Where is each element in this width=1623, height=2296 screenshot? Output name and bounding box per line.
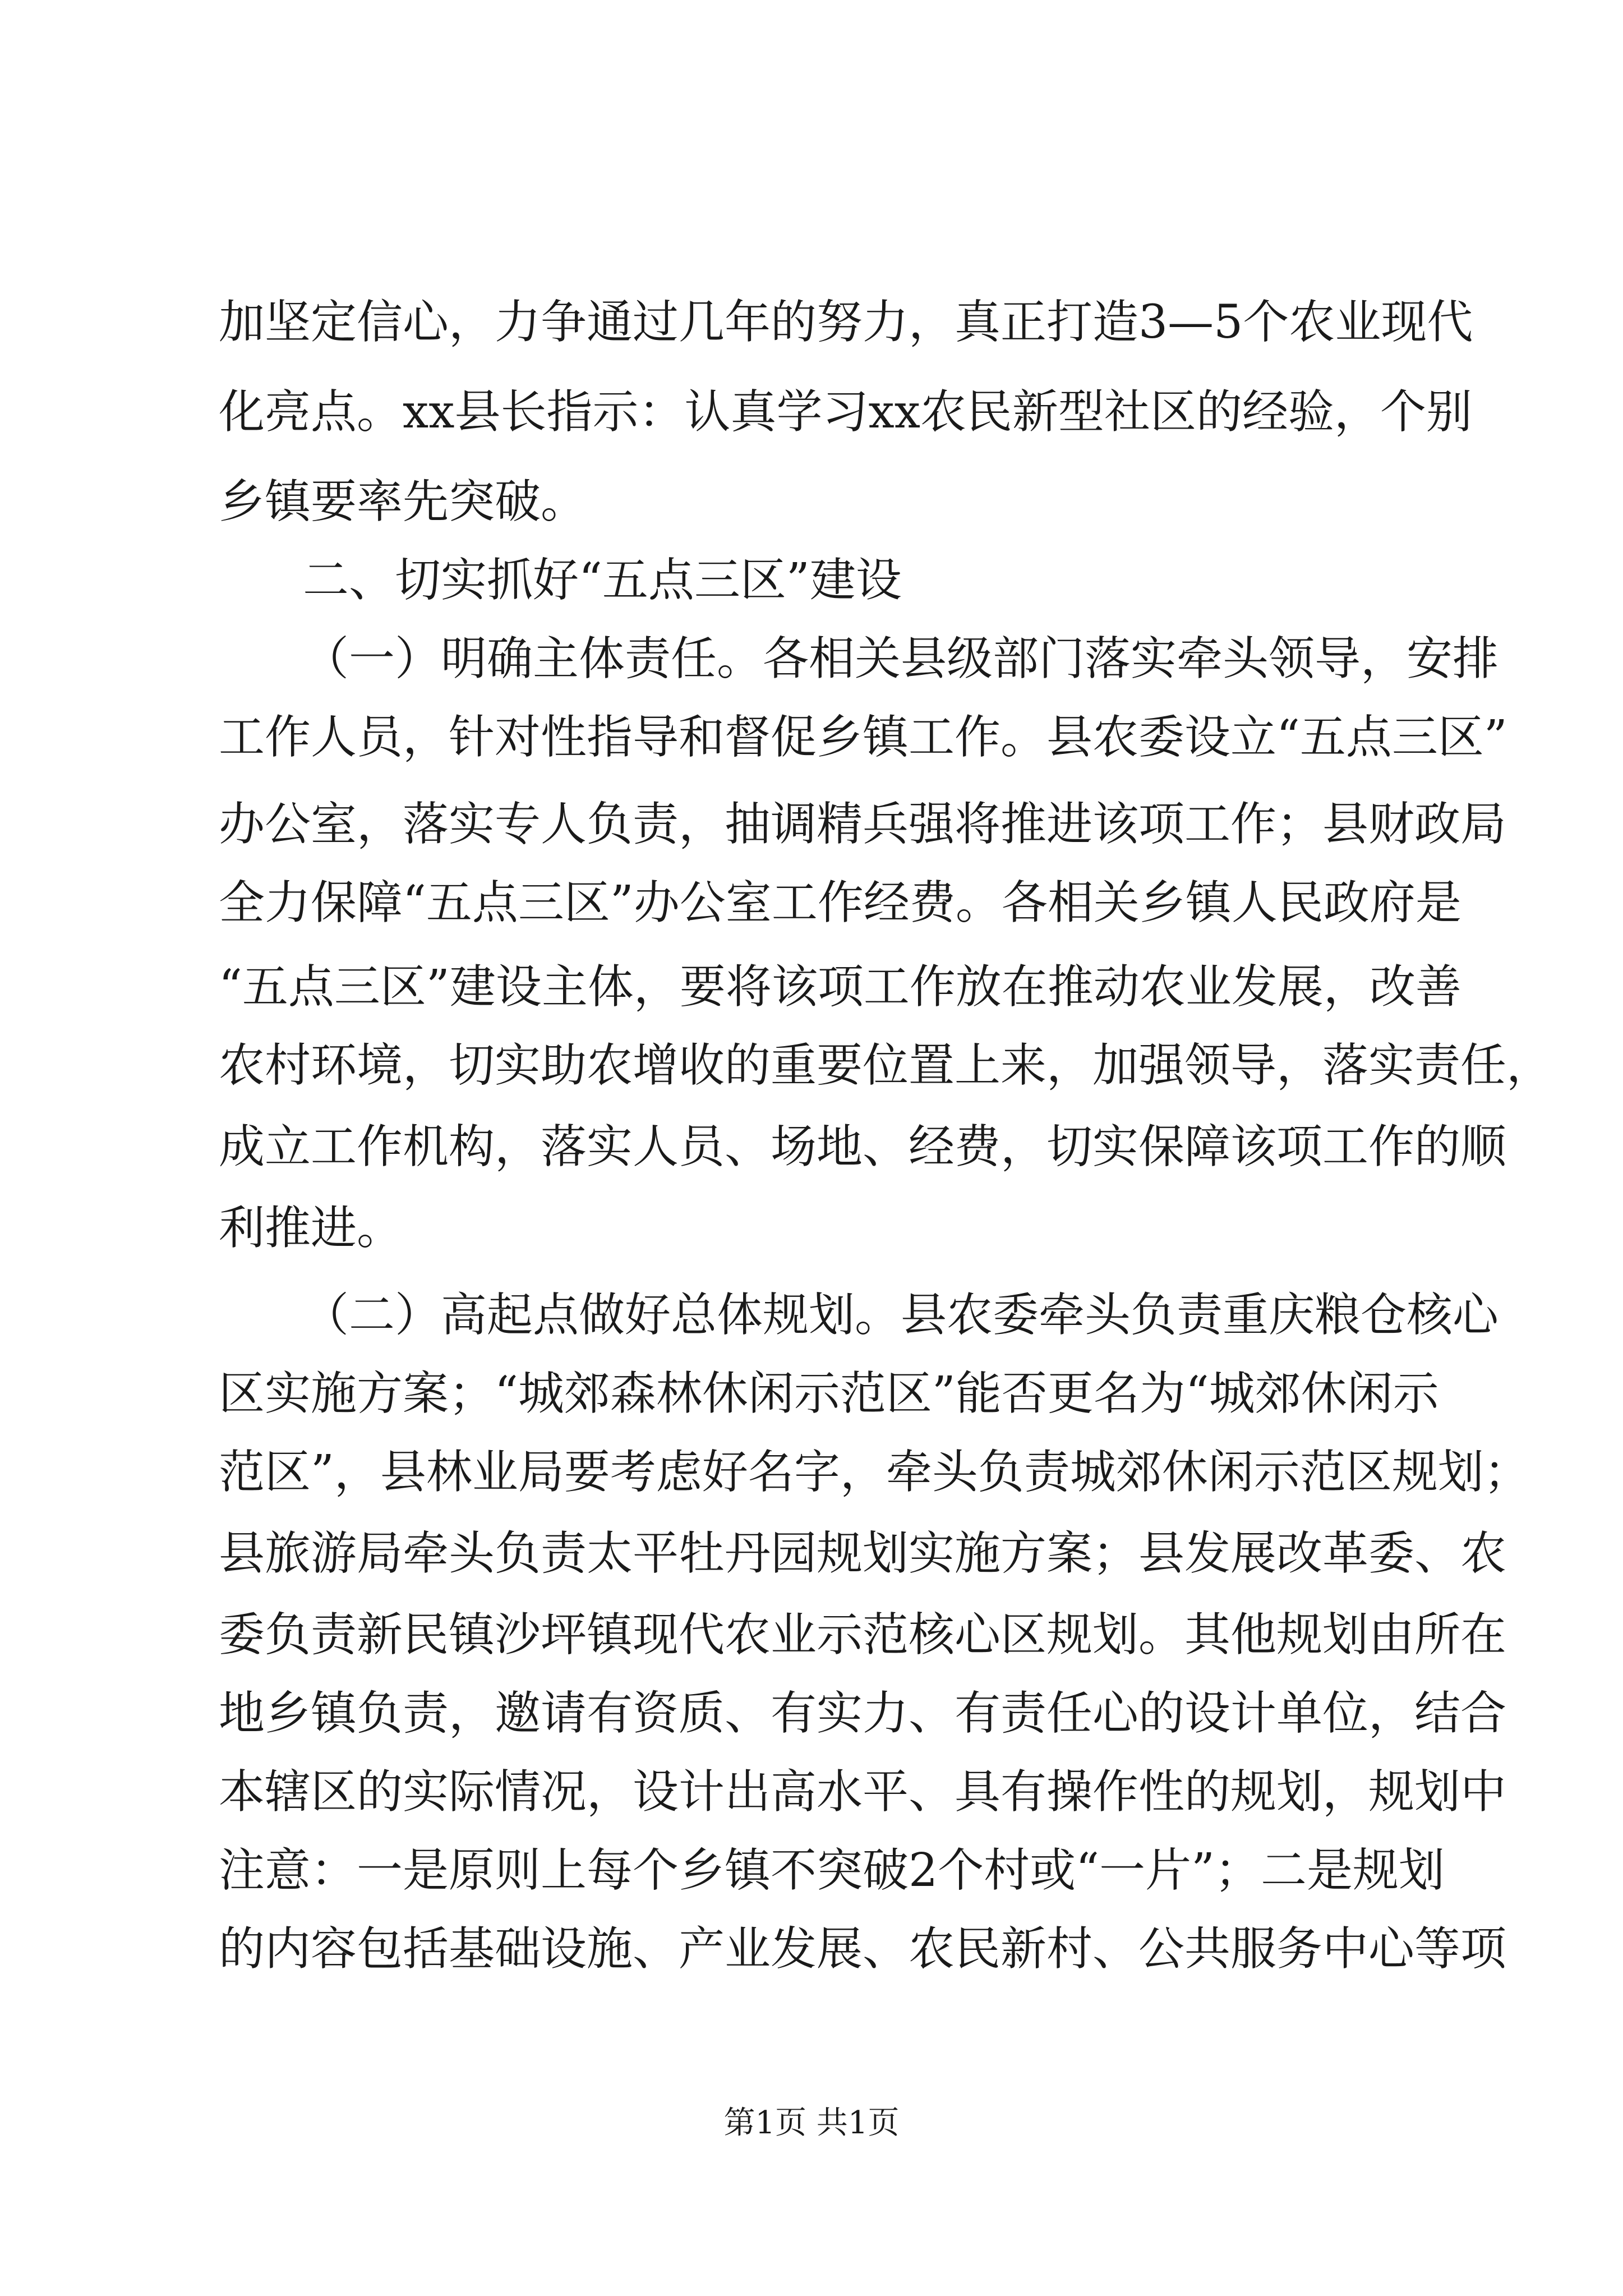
text-line: 委负责新民镇沙坪镇现代农业示范核心区规划。其他规划由所在 — [219, 1608, 1507, 1662]
text-line: 范区”，县林业局要考虑好名字，牵头负责城郊休闲示范区规划； — [219, 1446, 1530, 1499]
text-line: 化亮点。xx县长指示：认真学习xx农民新型社区的经验，个别 — [219, 385, 1472, 439]
text-line: “五点三区”建设主体，要将该项工作放在推动农业发展，改善 — [219, 960, 1461, 1014]
page-footer: 第1页 共1页 — [723, 2105, 900, 2141]
text-line: 加坚定信心，力争通过几年的努力，真正打造3—5个农业现代 — [219, 296, 1473, 349]
text-line: 乡镇要率先突破。 — [219, 475, 587, 528]
paragraph-start: （一）明确主体责任。各相关县级部门落实牵头领导，安排 — [303, 632, 1499, 685]
text-line: 办公室，落实专人负责，抽调精兵强将推进该项工作；县财政局 — [219, 798, 1507, 851]
text-line: 全力保障“五点三区”办公室工作经费。各相关乡镇人民政府是 — [219, 876, 1461, 930]
section-heading: 二、切实抓好“五点三区”建设 — [303, 554, 902, 607]
text-line: 利推进。 — [219, 1202, 403, 1255]
text-line: 地乡镇负责，邀请有资质、有实力、有责任心的设计单位，结合 — [219, 1687, 1507, 1740]
text-line: 的内容包括基础设施、产业发展、农民新村、公共服务中心等项 — [219, 1922, 1507, 1976]
text-line: 工作人员，针对性指导和督促乡镇工作。县农委设立“五点三区” — [219, 711, 1507, 764]
text-line: 农村环境，切实助农增收的重要位置上来，加强领导，落实责任， — [219, 1039, 1553, 1092]
paragraph-start: （二）高起点做好总体规划。县农委牵头负责重庆粮仓核心 — [303, 1289, 1499, 1342]
text-line: 本辖区的实际情况，设计出高水平、具有操作性的规划，规划中 — [219, 1765, 1507, 1819]
text-line: 成立工作机构，落实人员、场地、经费，切实保障该项工作的顺 — [219, 1120, 1507, 1174]
text-line: 区实施方案；“城郊森林休闲示范区”能否更名为“城郊休闲示 — [219, 1367, 1439, 1420]
text-line: 注意：一是原则上每个乡镇不突破2个村或“一片”；二是规划 — [219, 1844, 1445, 1897]
text-line: 县旅游局牵头负责太平牡丹园规划实施方案；县发展改革委、农 — [219, 1527, 1507, 1580]
